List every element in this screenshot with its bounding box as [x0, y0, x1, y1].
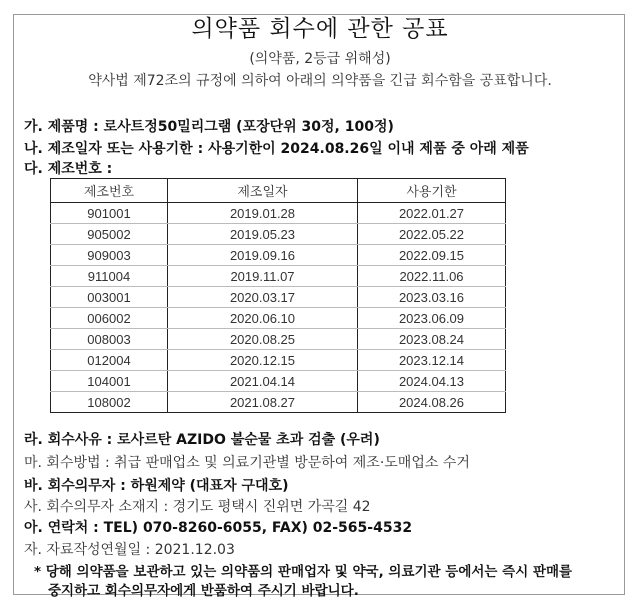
mfg-date-cell: 2021.08.27 [168, 392, 358, 413]
lot-cell: 104001 [51, 371, 168, 392]
item-address: 사. 회수의무자 소재지 : 경기도 평택시 진위면 가곡길 42 [24, 499, 371, 515]
table-row [51, 266, 506, 287]
note-line-2: 중지하고 회수의무자에게 반품하여 주시기 바랍니다. [48, 583, 359, 599]
item-expiry: 나. 제조일자 또는 사용기한 : 사용기한이 2024.08.26일 이내 제품 중 아래 제품 [24, 141, 529, 157]
mfg-date-cell: 2019.09.16 [168, 245, 358, 266]
expiry-cell: 2022.01.27 [358, 203, 506, 224]
notice-title: 의약품 회수에 관한 공표 [191, 16, 449, 42]
mfg-date-cell: 2021.04.14 [168, 371, 358, 392]
expiry-cell: 2022.09.15 [358, 245, 506, 266]
expiry-cell: 2023.08.24 [358, 329, 506, 350]
table-row [51, 392, 506, 413]
expiry-cell: 2023.03.16 [358, 287, 506, 308]
mfg-date-cell: 2019.05.23 [168, 224, 358, 245]
lot-cell: 003001 [51, 287, 168, 308]
table-header-row [51, 179, 506, 203]
table-row [51, 371, 506, 392]
item-obligor: 바. 회수의무자 : 하원제약 (대표자 구대호) [24, 478, 289, 494]
mfg-date-cell: 2019.11.07 [168, 266, 358, 287]
table-row [51, 308, 506, 329]
lot-cell: 901001 [51, 203, 168, 224]
mfg-date-cell: 2019.01.28 [168, 203, 358, 224]
lot-cell: 108002 [51, 392, 168, 413]
mfg-date-cell: 2020.06.10 [168, 308, 358, 329]
table-row [51, 224, 506, 245]
item-date: 자. 자료작성연월일 : 2021.12.03 [24, 542, 235, 558]
expiry-cell: 2022.05.22 [358, 224, 506, 245]
header-expiry: 사용기한 [358, 179, 506, 203]
expiry-cell: 2024.08.26 [358, 392, 506, 413]
expiry-cell: 2023.06.09 [358, 308, 506, 329]
mfg-date-cell: 2020.03.17 [168, 287, 358, 308]
table-row [51, 203, 506, 224]
lot-cell: 012004 [51, 350, 168, 371]
notice-intro: 약사법 제72조의 규정에 의하여 아래의 의약품을 긴급 회수함을 공표합니다. [88, 73, 552, 89]
mfg-date-cell: 2020.12.15 [168, 350, 358, 371]
expiry-cell: 2022.11.06 [358, 266, 506, 287]
expiry-cell: 2023.12.14 [358, 350, 506, 371]
table-row [51, 287, 506, 308]
item-product-name: 가. 제품명 : 로사트정50밀리그램 (포장단위 30정, 100정) [24, 119, 394, 135]
item-reason: 라. 회수사유 : 로사르탄 AZIDO 불순물 초과 검출 (우려) [24, 432, 380, 448]
table-row [51, 350, 506, 371]
lot-cell: 909003 [51, 245, 168, 266]
lot-cell: 006002 [51, 308, 168, 329]
expiry-cell: 2024.04.13 [358, 371, 506, 392]
lot-cell: 905002 [51, 224, 168, 245]
lot-cell: 911004 [51, 266, 168, 287]
lot-table [50, 178, 506, 413]
lot-cell: 008003 [51, 329, 168, 350]
header-mfg-date: 제조일자 [168, 179, 358, 203]
note-line-1: * 당해 의약품을 보관하고 있는 의약품의 판매업자 및 약국, 의료기관 등에서는 즉시 판매를 [34, 564, 573, 580]
header-lot: 제조번호 [51, 179, 168, 203]
item-contact: 아. 연락처 : TEL) 070-8260-6055, FAX) 02-565-4532 [24, 520, 413, 536]
notice-subtitle: (의약품, 2등급 위해성) [249, 51, 391, 67]
item-lot-numbers: 다. 제조번호 : [24, 161, 113, 177]
mfg-date-cell: 2020.08.25 [168, 329, 358, 350]
table-row [51, 245, 506, 266]
table-row [51, 329, 506, 350]
item-method: 마. 회수방법 : 취급 판매업소 및 의료기관별 방문하여 제조·도매업소 수거 [24, 455, 470, 471]
